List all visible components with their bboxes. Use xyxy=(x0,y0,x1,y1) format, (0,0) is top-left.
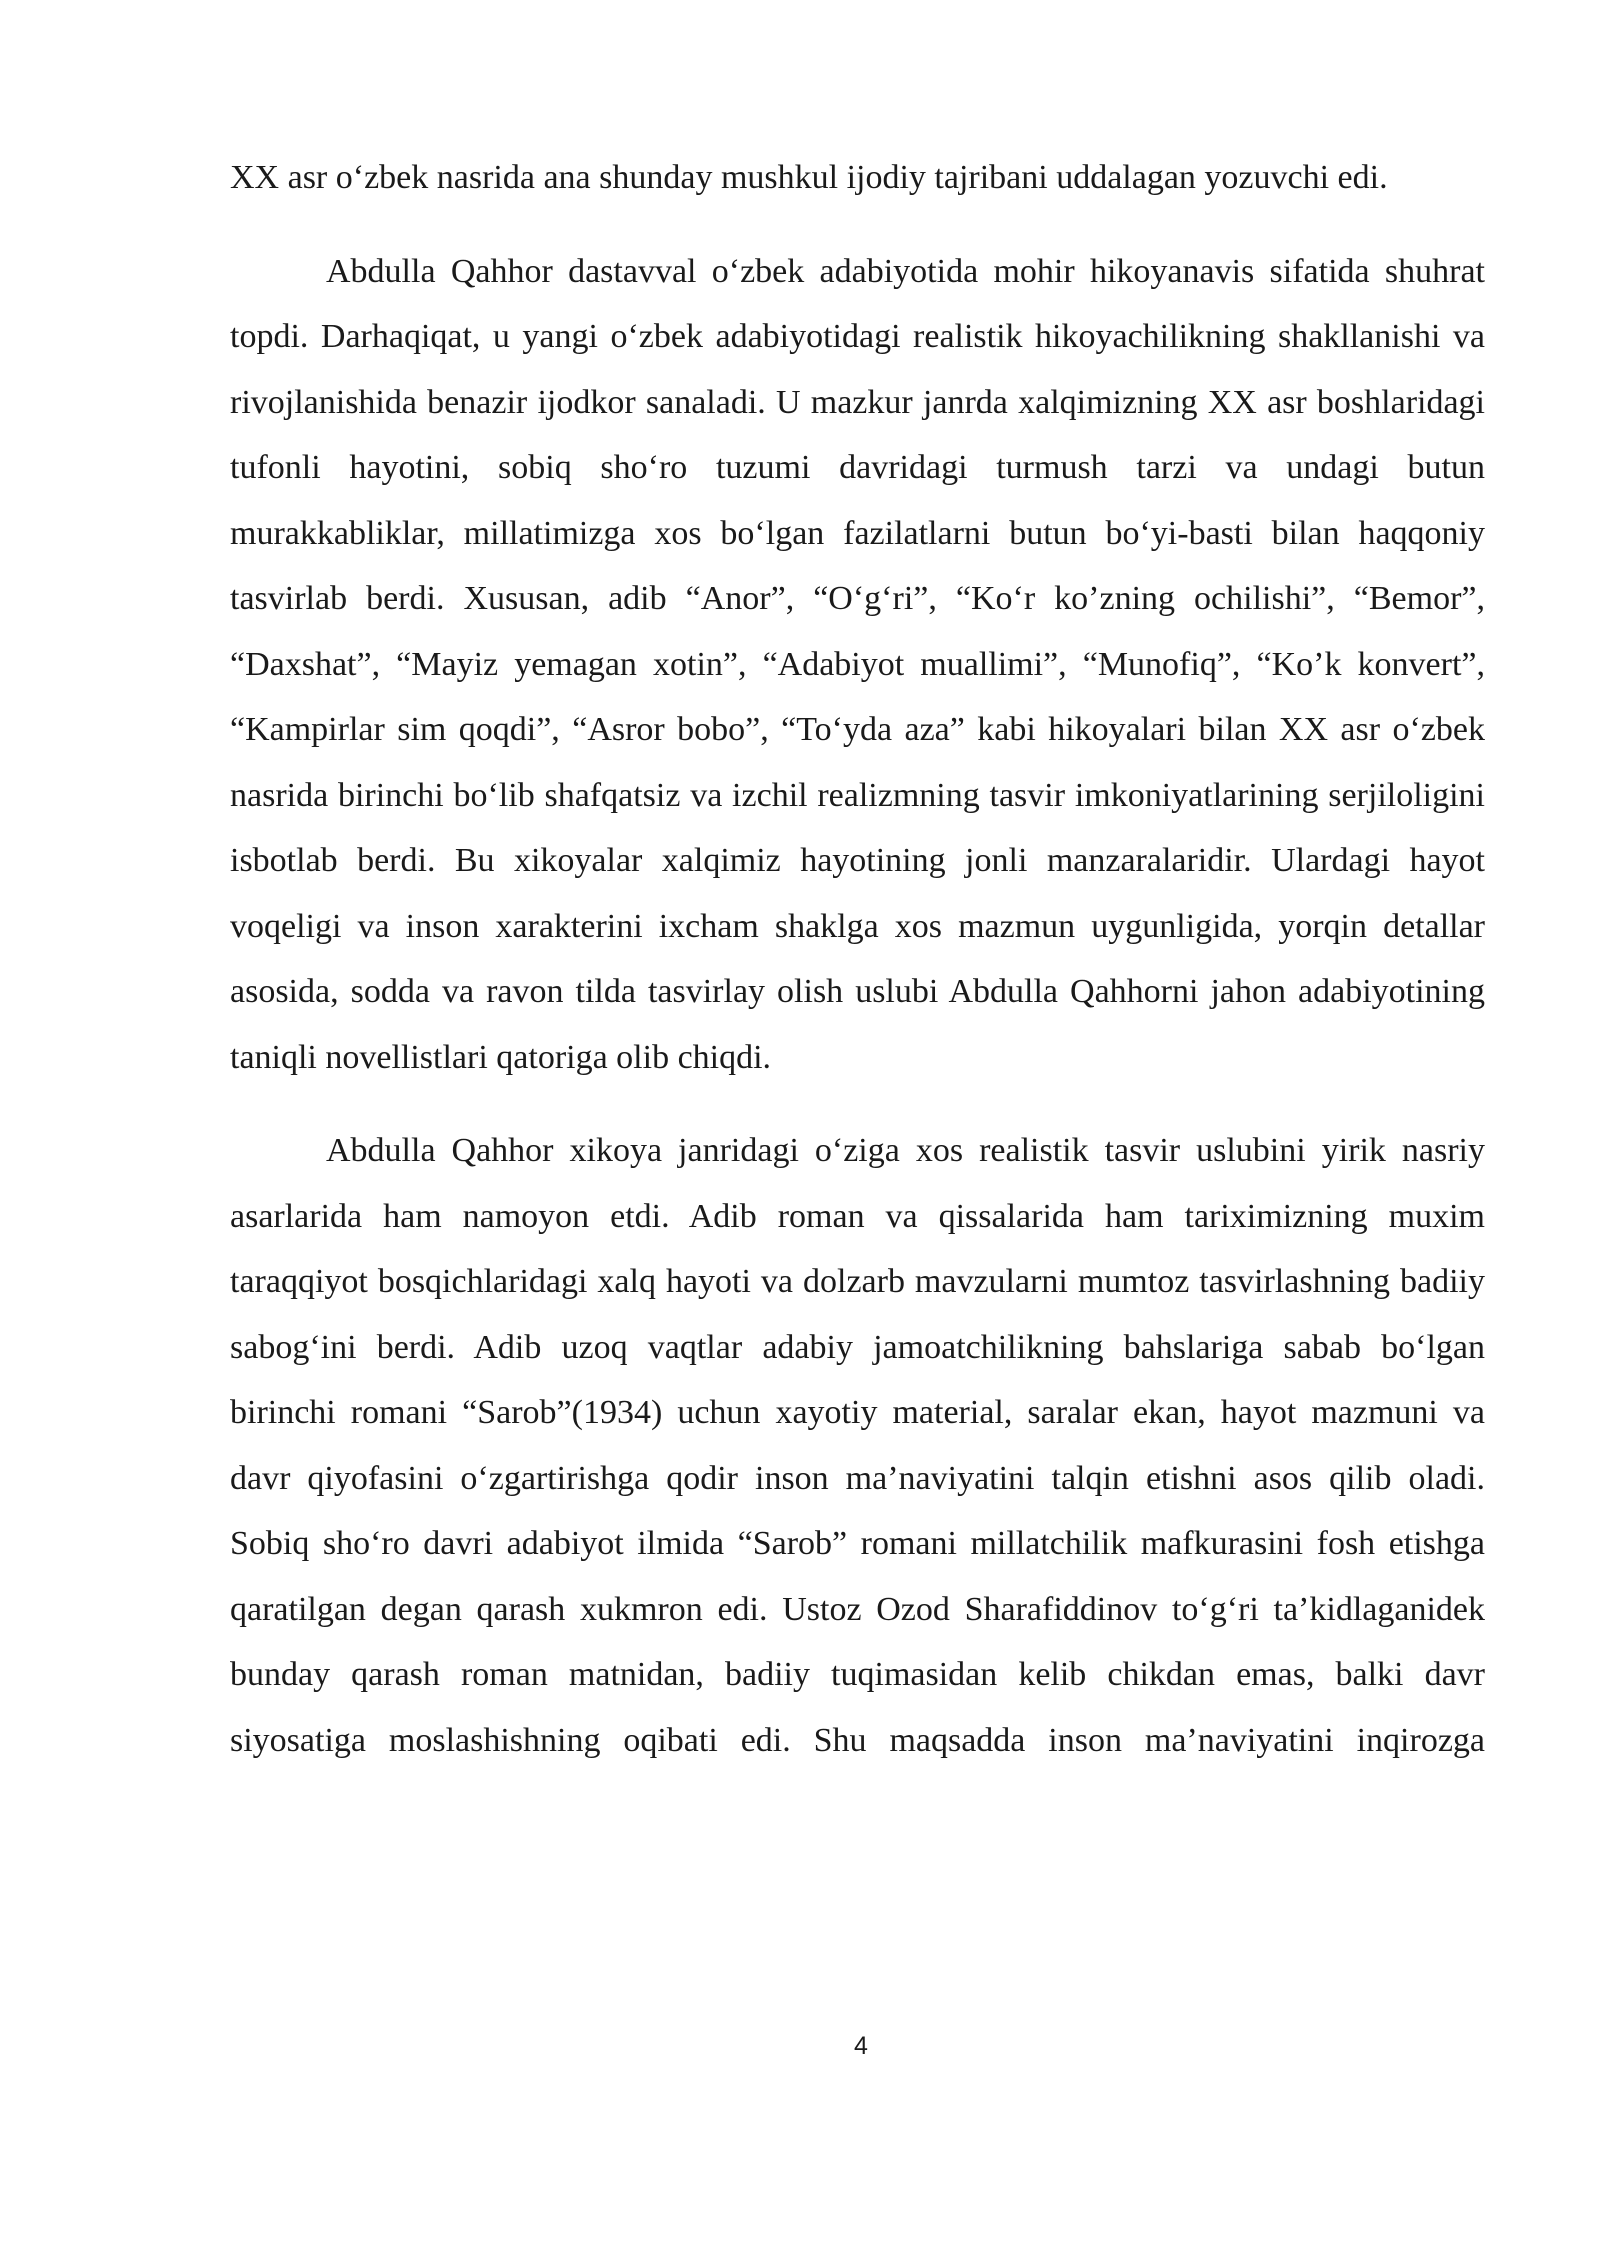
page-number: 4 xyxy=(854,2032,868,2060)
paragraph-continuation: XX asr o‘zbek nasrida ana shunday mushkul ijodiy tajribani uddalagan yozuvchi edi. xyxy=(230,159,1388,196)
paragraph-qahhor-novels: Abdulla Qahhor xikoya janridagi o‘ziga xos realistik tasvir uslubini yirik nasriy asarlarida ham namoyon etdi. Adib roman va qissalarida ham tariximizning muxim taraqqiyot bosqichlaridagi xalq hayoti va dolzarb mavzularni mumtoz tasvirlashning badiiy sabog‘ini berdi. Adib uzoq vaqtlar adabiy jamoatchilikning bahslariga sabab bo‘lgan birinchi romani “Sarob”(1934) uchun xayotiy material, saralar ekan, hayot mazmuni va davr qiyofasini o‘zgartirishga qodir inson ma’naviyatini talqin etishni asos qilib oladi. Sobiq sho‘ro davri adabiyot ilmida “Sarob” romani millatchilik mafkurasini fosh etishga qaratilgan degan qarash xukmron edi. Ustoz Ozod Sharafiddinov to‘g‘ri ta’kidlaganidek bunday qarash roman matnidan, badiiy tuqimasidan kelib chikdan emas, balki davr siyosatiga moslashishning oqibati edi. Shu maqsadda inson ma’naviyatini inqirozga xyxy=(230,1132,1485,1759)
paragraph-qahhor-short-stories: Abdulla Qahhor dastavval o‘zbek adabiyotida mohir hikoyanavis sifatida shuhrat topdi. Darhaqiqat, u yangi o‘zbek adabiyotidagi realistik hikoyachilikning shakllanishi va rivojlanishida benazir ijodkor sanaladi. U mazkur janrda xalqimizning XX asr boshlaridagi tufonli hayotini, sobiq sho‘ro tuzumi davridagi turmush tarzi va undagi butun murakkabliklar, millatimizga xos bo‘lgan fazilatlarni butun bo‘yi-basti bilan haqqoniy tasvirlab berdi. Xususan, adib “Anor”, “O‘g‘ri”, “Ko‘r ko’zning ochilishi”, “Bemor”, “Daxshat”, “Mayiz yemagan xotin”, “Adabiyot muallimi”, “Munofiq”, “Ko’k konvert”, “Kampirlar sim qoqdi”, “Asror bobo”, “To‘yda aza” kabi hikoyalari bilan XX asr o‘zbek nasrida birinchi bo‘lib shafqatsiz va izchil realizmning tasvir imkoniyatlarining serjiloligini isbotlab berdi. Bu xikoyalar xalqimiz hayotining jonli manzaralaridir. Ulardagi hayot voqeligi va inson xarakterini ixcham shaklga xos mazmun uygunligida, yorqin detallar asosida, sodda va ravon tilda tasvirlay olish uslubi Abdulla Qahhorni jahon adabiyotining taniqli novellistlari qatoriga olib chiqdi. xyxy=(230,252,1485,1076)
body-text xyxy=(230,145,1485,1801)
